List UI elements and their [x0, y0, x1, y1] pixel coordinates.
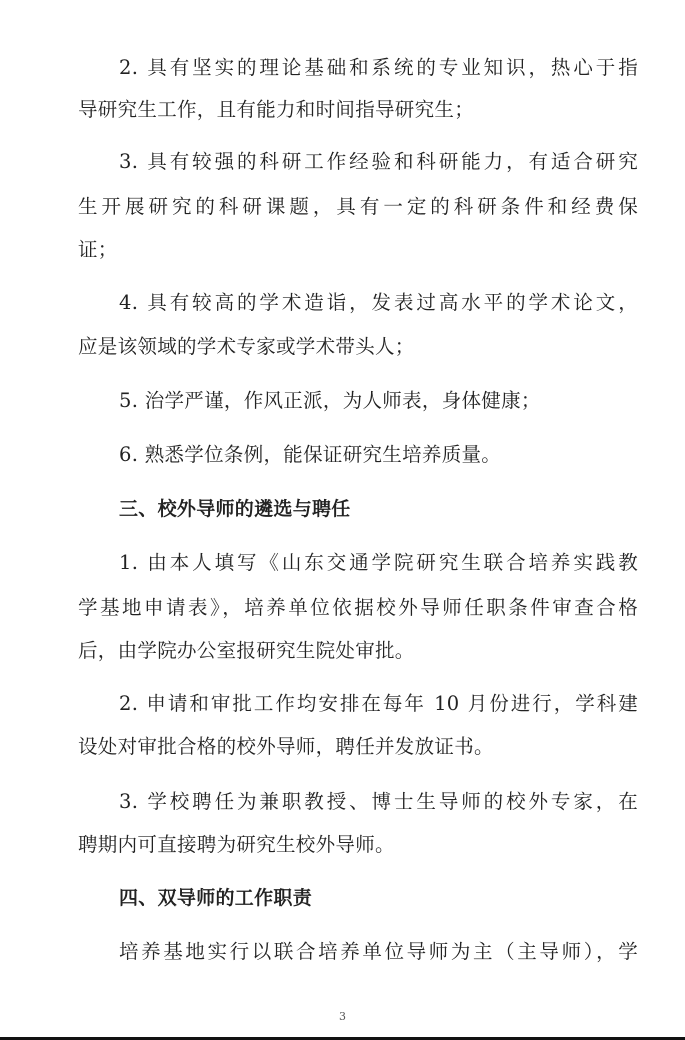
page-number: 3	[339, 1010, 346, 1023]
paragraph-line: 设处对审批合格的校外导师，聘任并发放证书。	[78, 735, 494, 758]
paragraph-line: 2. 申请和审批工作均安排在每年 10 月份进行，学科建	[119, 692, 638, 715]
paragraph-line: 2. 具有坚实的理论基础和系统的专业知识，热心于指	[119, 56, 638, 79]
section-heading: 四、双导师的工作职责	[119, 887, 313, 909]
paragraph-line: 证；	[78, 238, 118, 261]
paragraph-line: 3. 具有较强的科研工作经验和科研能力，有适合研究	[119, 150, 638, 173]
paragraph-line: 应是该领域的学术专家或学术带头人；	[78, 335, 415, 358]
paragraph-line: 4. 具有较高的学术造诣，发表过高水平的学术论文，	[119, 291, 638, 314]
paragraph-line: 学基地申请表》，培养单位依据校外导师任职条件审查合格	[78, 596, 638, 619]
paragraph-line: 培养基地实行以联合培养单位导师为主（主导师），学	[119, 940, 638, 963]
paragraph-line: 生开展研究的科研课题，具有一定的科研条件和经费保	[78, 195, 638, 218]
paragraph-line: 后，由学院办公室报研究生院处审批。	[78, 639, 415, 662]
paragraph-line: 6. 熟悉学位条例，能保证研究生培养质量。	[119, 443, 502, 466]
paragraph-line: 导研究生工作，且有能力和时间指导研究生；	[78, 98, 475, 121]
paragraph-line: 3. 学校聘任为兼职教授、博士生导师的校外专家，在	[119, 790, 638, 813]
paragraph-line: 1. 由本人填写《山东交通学院研究生联合培养实践教	[119, 551, 638, 574]
paragraph-line: 5. 治学严谨，作风正派，为人师表，身体健康；	[119, 389, 541, 412]
section-heading: 三、校外导师的遴选与聘任	[119, 498, 351, 520]
paragraph-line: 聘期内可直接聘为研究生校外导师。	[78, 833, 395, 856]
